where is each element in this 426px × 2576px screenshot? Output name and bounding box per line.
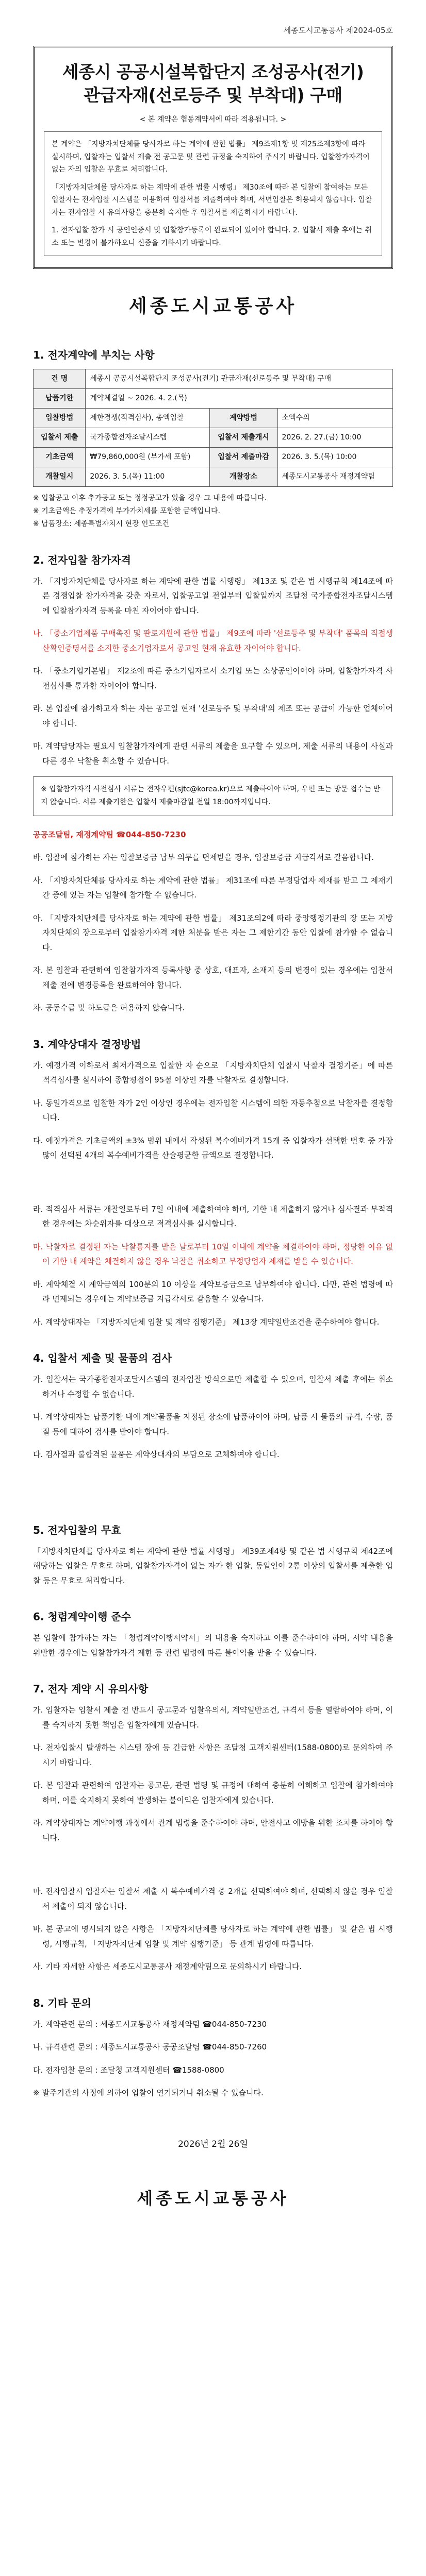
table-header-cell: 입찰서 제출개시 (209, 428, 277, 448)
table-header-cell: 계약방법 (209, 409, 277, 428)
section-3-paragraph (33, 1240, 393, 1269)
section-6-title: 6. 청렴계약이행 준수 (33, 1611, 131, 1623)
document-number: 세종도시교통공사 제2024-05호 (283, 26, 393, 35)
contact-line: 가. 계약관련 문의 : 세종도시교통공사 재정계약팀 ☎044-850-7230 (33, 2019, 267, 2029)
table-header-cell: 납품기한 (34, 389, 86, 409)
table-cell: ₩79,860,000원 (부가세 포함) (86, 448, 209, 467)
section-4-paragraph: 다. 검사결과 불합격된 물품은 계약상대자의 부담으로 교체하여야 합니다. (33, 1450, 280, 1460)
section-7-paragraph: 마. 전자입찰시 입찰자는 입찰서 제출 시 복수예비가격 중 2개를 선택하여야 하며, 선택하지 않을 경우 입찰서 제출이 되지 않습니다. (33, 1887, 393, 1911)
section-2-title: 2. 전자입찰 참가자격 (33, 553, 131, 566)
section-7-paragraph: 라. 계약상대자는 계약이행 과정에서 관계 법령을 준수하여야 하며, 안전사고 예방을 위한 조치를 하여야 합니다. (33, 1818, 393, 1842)
notice-box (33, 776, 393, 816)
contact-line: 나. 규격관련 문의 : 세종도시교통공사 공공조달팀 ☎044-850-7260 (33, 2042, 267, 2052)
section-7-paragraph: 바. 본 공고에 명시되지 않은 사항은 「지방자치단체를 당사자로 하는 계약에 관한 법률」 및 같은 법 시행령, 시행규칙, 「지방자치단체 입찰 및 계약 집행기준」 등 관계 법령에 따릅니다. (33, 1924, 393, 1948)
table-row (34, 389, 393, 409)
table-header-cell: 기초금액 (34, 448, 86, 467)
table-cell: 국가종합전자조달시스템 (86, 428, 209, 448)
highlighted-text: 나. 「중소기업제품 구매촉진 및 판로지원에 관한 법률」 제9조에 따라 '선로등주 및 부착대' 품목의 직접생산확인증명서를 소지한 중소기업자로서 공고일 현재 유효한 자이어야 합니다. (33, 629, 393, 653)
table-cell: 2026. 3. 5.(목) 11:00 (86, 467, 209, 487)
title-line-2: 관급자재(선로등주 및 부착대) 구매 (84, 84, 342, 105)
intro-paragraph-2: 「지방자치단체를 당사자로 하는 계약에 관한 법률 시행령」 제30조에 따라 본 입찰에 참여하는 모든 입찰자는 전자입찰 시스템을 이용하여 입찰서를 제출하여야 하며, 서면입찰은 허용되지 않습니다. 입찰자는 전자입찰 시 유의사항을 충분히 숙지한 후 입찰서를 제출하시기 바랍니다. (52, 183, 372, 217)
section-8-note: ※ 발주기관의 사정에 의하여 입찰이 연기되거나 취소될 수 있습니다. (33, 2088, 264, 2098)
table-row (34, 409, 393, 428)
contact-line: 다. 전자입찰 문의 : 조달청 고객지원센터 ☎1588-0800 (33, 2065, 224, 2075)
issuer-signature: 세종도시교통공사 (137, 2188, 289, 2208)
spacer (33, 1853, 393, 1884)
section-2-paragraph (33, 626, 393, 655)
notice-text: ※ 입찰참가자격 사전심사 서류는 전자우편(sjtc@korea.kr)으로 제출하여야 하며, 우편 또는 방문 접수는 받지 않습니다. 서류 제출기한은 입찰서 제출마감일 전일 18:00까지입니다. (41, 785, 381, 807)
table-header-cell: 입찰서 제출마감 (209, 448, 277, 467)
table-row (34, 428, 393, 448)
highlighted-text: 마. 낙찰자로 결정된 자는 낙찰통지를 받은 날로부터 10일 이내에 계약을 체결하여야 하며, 정당한 이유 없이 기한 내 계약을 체결하지 않을 경우 낙찰을 취소하고 부정당업자 제재를 받을 수 있습니다. (33, 1242, 393, 1266)
section-3-paragraph: 바. 계약체결 시 계약금액의 100분의 10 이상을 계약보증금으로 납부하여야 합니다. 다만, 관련 법령에 따라 면제되는 경우에는 계약보증금 지급각서로 갈음할 수 있습니다. (33, 1279, 393, 1304)
table-header-cell: 개찰장소 (209, 467, 277, 487)
section-2-paragraph: 자. 본 입찰과 관련하여 입찰참가자격 등록사항 중 상호, 대표자, 소재지 등의 변경이 있는 경우에는 입찰서 제출 전에 변경등록을 완료하여야 합니다. (33, 965, 393, 990)
section-7-title: 7. 전자 계약 시 유의사항 (33, 1683, 149, 1696)
table-cell: 제한경쟁(적격심사), 총액입찰 (86, 409, 209, 428)
section-5-title: 5. 전자입찰의 무효 (33, 1523, 121, 1536)
section-2-paragraph: 아. 「지방자치단체를 당사자로 하는 계약에 관한 법률」 제31조의2에 따라 중앙행정기관의 장 또는 지방자치단체의 장으로부터 입찰참가자격 제한 처분을 받은 자는 그 제한기간 동안 입찰에 참가할 수 없습니다. (33, 913, 393, 952)
contract-info-table (33, 369, 393, 487)
section-3-paragraph: 다. 예정가격은 기초금액의 ±3% 범위 내에서 작성된 복수예비가격 15개 중 입찰자가 선택한 번호 중 가장 많이 선택된 4개의 복수예비가격을 산술평균한 금액으로 결정합니다. (33, 1136, 393, 1160)
section-3-title: 3. 계약상대자 결정방법 (33, 1038, 141, 1050)
intro-paragraph-1: 본 계약은 「지방자치단체를 당사자로 하는 계약에 관한 법률」 제9조제1항 및 제25조제3항에 따라 실시하며, 입찰자는 입찰서 제출 전 공고문 및 관련 규정을 숙지하여 주시기 바랍니다. 입찰참가자격이 없는 자의 입찰은 무효로 처리합니다. (52, 140, 370, 174)
document-title (44, 61, 382, 107)
section-2-paragraph: 라. 본 입찰에 참가하고자 하는 자는 공고일 현재 '선로등주 및 부착대'의 제조 또는 공급이 가능한 업체이어야 합니다. (33, 704, 393, 728)
section-2-paragraph: 가. 「지방자치단체를 당사자로 하는 계약에 관한 법률 시행령」 제13조 및 같은 법 시행규칙 제14조에 따른 경쟁입찰 참가자격을 갖춘 자로서, 입찰공고일 전일부터 입찰일까지 조달청 국가종합전자조달시스템에 입찰참가자격 등록을 마친 자이어야 합니다. (33, 576, 393, 615)
section-8-title: 8. 기타 문의 (33, 1996, 91, 2009)
section-2-paragraph: 차. 공동수급 및 하도급은 허용하지 않습니다. (33, 1003, 185, 1013)
intro-paragraph-3: 1. 전자입찰 참가 시 공인인증서 및 입찰참가등록이 완료되어 있어야 합니다. 2. 입찰서 제출 후에는 취소 또는 변경이 불가하오니 신중을 기하시기 바랍니다. (52, 226, 372, 247)
section-4-title: 4. 입찰서 제출 및 물품의 검사 (33, 1352, 172, 1365)
section-2-paragraph: 마. 계약담당자는 필요시 입찰참가자에게 관련 서류의 제출을 요구할 수 있으며, 제출 서류의 내용이 사실과 다른 경우 낙찰을 취소할 수 있습니다. (33, 741, 393, 766)
contact-highlight: 공공조달팀, 재정계약팀 ☎044-850-7230 (33, 829, 186, 839)
section-3-paragraph: 가. 예정가격 이하로서 최저가격으로 입찰한 자 순으로 「지방자치단체 입찰시 낙찰자 결정기준」에 따른 적격심사를 실시하여 종합평점이 95점 이상인 자를 낙찰자로 결정합니다. (33, 1060, 393, 1085)
section-2-paragraph: 다. 「중소기업기본법」 제2조에 따른 중소기업자로서 소기업 또는 소상공인이어야 하며, 입찰참가자격 사전심사를 통과한 자이어야 합니다. (33, 666, 393, 690)
intro-box (44, 131, 382, 256)
table-note: ※ 기초금액은 추정가격에 부가가치세를 포함한 금액입니다. (33, 507, 221, 516)
section-7-paragraph: 가. 입찰자는 입찰서 제출 전 반드시 공고문과 입찰유의서, 계약일반조건, 규격서 등을 열람하여야 하며, 이를 숙지하지 못한 책임은 입찰자에게 있습니다. (33, 1705, 393, 1730)
section-7-paragraph: 나. 전자입찰시 발생하는 시스템 장애 등 긴급한 사항은 조달청 고객지원센터(1588-0800)로 문의하여 주시기 바랍니다. (33, 1743, 393, 1767)
table-cell: 2026. 2. 27.(금) 10:00 (277, 428, 392, 448)
table-header-cell: 건 명 (34, 369, 86, 389)
table-cell: 세종도시교통공사 재정계약팀 (277, 467, 392, 487)
table-row (34, 448, 393, 467)
table-cell: 세종시 공공시설복합단지 조성공사(전기) 관급자재(선로등주 및 부착대) 구매 (86, 369, 393, 389)
title-line-1: 세종시 공공시설복합단지 조성공사(전기) (62, 62, 364, 82)
table-header-cell: 개찰일시 (34, 467, 86, 487)
table-header-cell: 입찰방법 (34, 409, 86, 428)
header-frame (33, 46, 393, 269)
table-cell: 2026. 3. 5.(목) 10:00 (277, 448, 392, 467)
table-header-cell: 입찰서 제출 (34, 428, 86, 448)
section-7-paragraph: 사. 기타 자세한 사항은 세종도시교통공사 재정계약팀으로 문의하시기 바랍니다. (33, 1962, 302, 1972)
section-2-paragraph: 바. 입찰에 참가하는 자는 입찰보증금 납부 의무를 면제받을 경우, 입찰보증금 지급각서로 갈음합니다. (33, 853, 374, 862)
section-7-paragraph: 다. 본 입찰과 관련하여 입찰자는 공고문, 관련 법령 및 규정에 대하여 충분히 이해하고 입찰에 참가하여야 하며, 이를 숙지하지 못하여 발생하는 불이익은 입찰자에게 있습니다. (33, 1781, 393, 1805)
spacer (33, 1171, 393, 1202)
table-note: ※ 입찰공고 이후 추가공고 또는 정정공고가 있을 경우 그 내용에 따릅니다. (33, 494, 267, 503)
document-date: 2026년 2월 26일 (178, 2139, 248, 2149)
table-notes (33, 492, 393, 531)
section-1-title: 1. 전자계약에 부치는 사항 (33, 349, 155, 362)
section-2-paragraph: 사. 「지방자치단체를 당사자로 하는 계약에 관한 법률」 제31조에 따른 부정당업자 제재를 받고 그 제재기간 중에 있는 자는 입찰에 참가할 수 없습니다. (33, 875, 393, 900)
section-4-paragraph: 가. 입찰서는 국가종합전자조달시스템의 전자입찰 방식으로만 제출할 수 있으며, 입찰서 제출 후에는 취소하거나 수정할 수 없습니다. (33, 1375, 393, 1399)
issuer-heading: 세종도시교통공사 (128, 296, 298, 317)
table-row (34, 467, 393, 487)
section-3-paragraph: 나. 동일가격으로 입찰한 자가 2인 이상인 경우에는 전자입찰 시스템에 의한 자동추첨으로 낙찰자를 결정합니다. (33, 1098, 393, 1123)
document-subtitle: < 본 계약은 협동계약서에 따라 적용됩니다. > (139, 115, 287, 124)
table-cell: 계약체결일 ~ 2026. 4. 2.(목) (86, 389, 393, 409)
table-cell: 소액수의 (277, 409, 392, 428)
section-3-paragraph: 라. 적격심사 서류는 개찰일로부터 7일 이내에 제출하여야 하며, 기한 내 제출하지 않거나 심사결과 부적격한 경우에는 차순위자를 대상으로 적격심사를 실시합니다. (33, 1204, 393, 1229)
section-3-paragraph: 사. 계약상대자는 「지방자치단체 입찰 및 계약 집행기준」 제13장 계약일반조건을 준수하여야 합니다. (33, 1317, 380, 1327)
section-5-paragraph: 「지방자치단체를 당사자로 하는 계약에 관한 법률 시행령」 제39조제4항 및 같은 법 시행규칙 제42조에 해당하는 입찰은 무효로 하며, 입찰참가자격이 없는 자가 한 입찰, 동일인이 2통 이상의 입찰서를 제출한 입찰 등은 무효로 처리합니다. (33, 1546, 393, 1585)
table-note: ※ 납품장소: 세종특별자치시 현장 인도조건 (33, 520, 170, 529)
section-4-paragraph: 나. 계약상대자는 납품기한 내에 계약물품을 지정된 장소에 납품하여야 하며, 납품 시 물품의 규격, 수량, 품질 등에 대하여 검사를 받아야 합니다. (33, 1412, 393, 1436)
table-row (34, 369, 393, 389)
section-6-paragraph: 본 입찰에 참가하는 자는 「청렴계약이행서약서」의 내용을 숙지하고 이를 준수하여야 하며, 서약 내용을 위반한 경우에는 입찰참가자격 제한 등 관련 법령에 따른 불이익을 받을 수 있습니다. (33, 1633, 393, 1657)
spacer (33, 1470, 393, 1501)
